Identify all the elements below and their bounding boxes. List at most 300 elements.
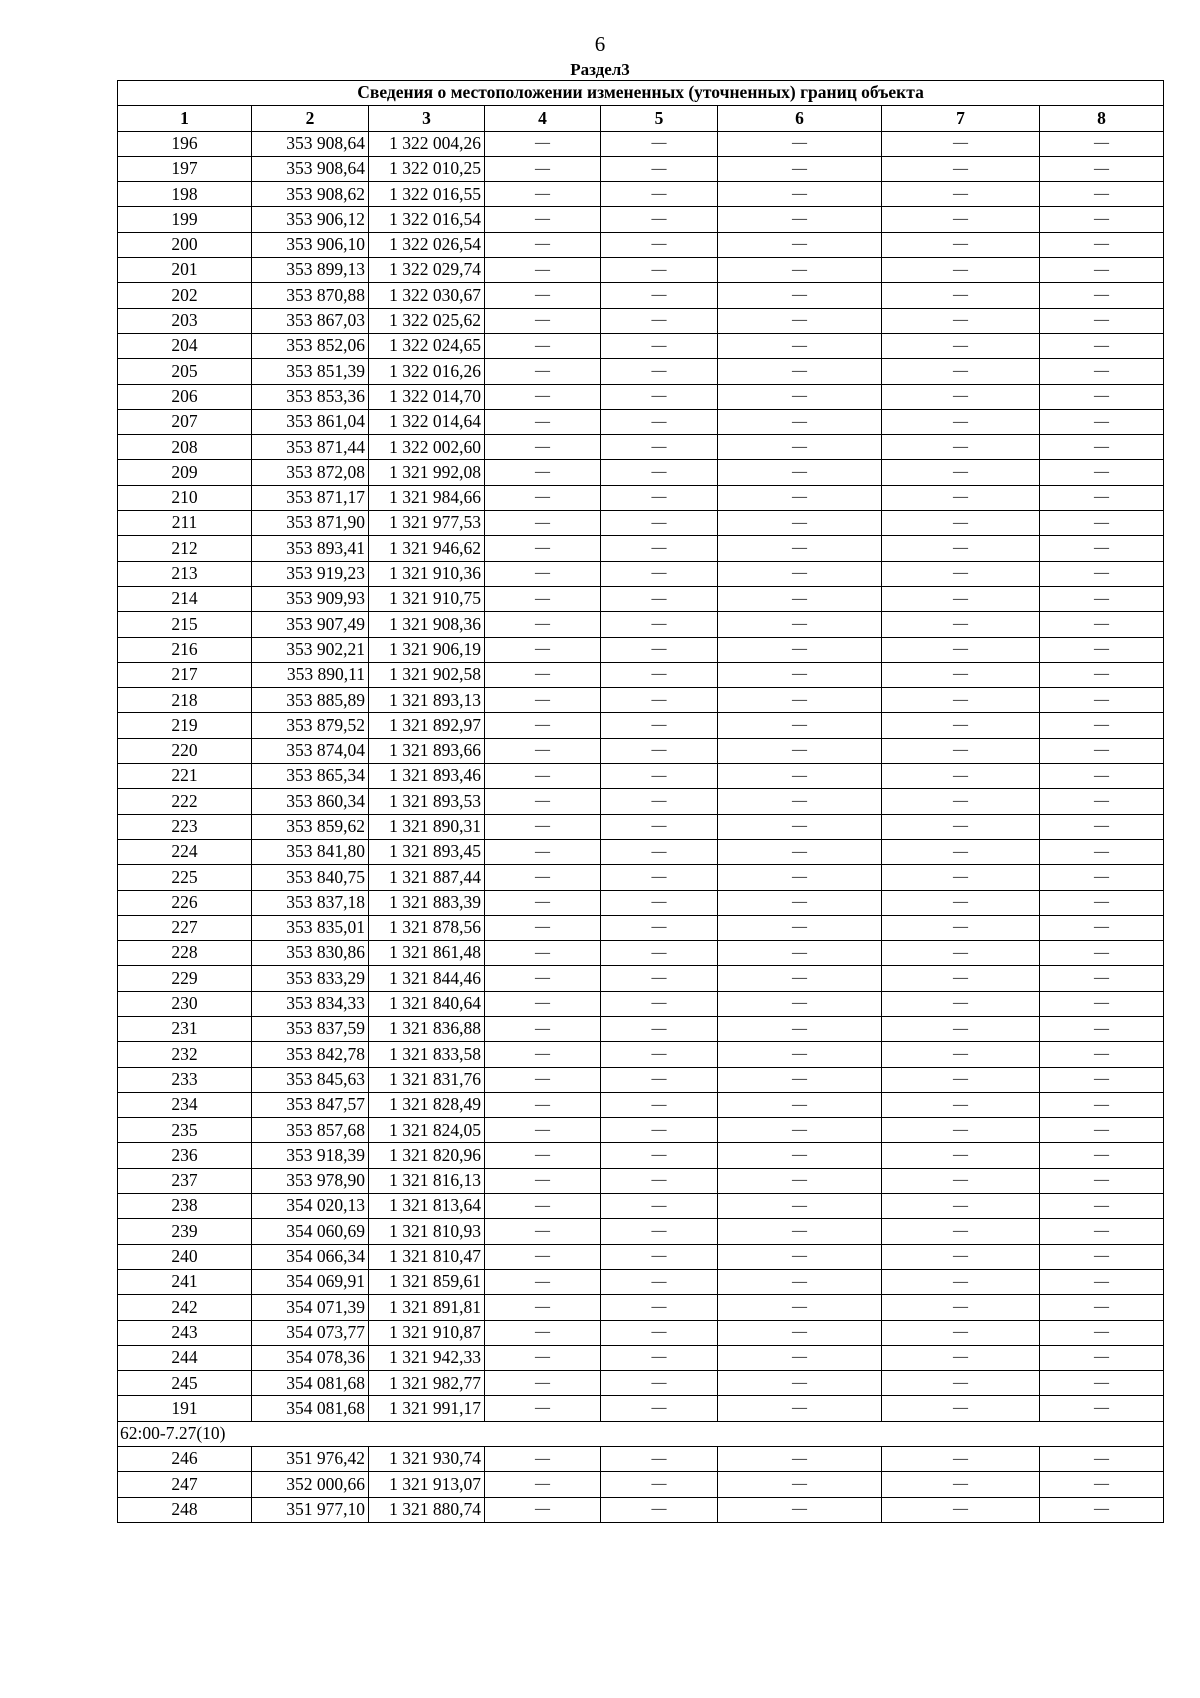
table-row <box>118 485 1164 510</box>
x-coordinate-cell: 353 870,88 <box>252 283 369 308</box>
empty-dash-cell: — <box>485 688 601 713</box>
empty-dash-cell: — <box>882 1371 1040 1396</box>
empty-dash-cell: — <box>718 966 882 991</box>
empty-dash-cell: — <box>601 966 718 991</box>
point-number-cell: 236 <box>118 1143 252 1168</box>
empty-dash-cell: — <box>718 384 882 409</box>
empty-dash-cell: — <box>601 865 718 890</box>
empty-dash-cell: — <box>601 1118 718 1143</box>
empty-dash-cell: — <box>601 435 718 460</box>
empty-dash-cell: — <box>718 1016 882 1041</box>
empty-dash-cell: — <box>882 688 1040 713</box>
point-number-cell: 196 <box>118 131 252 156</box>
empty-dash-cell: — <box>882 966 1040 991</box>
empty-dash-cell: — <box>1040 1118 1164 1143</box>
empty-dash-cell: — <box>882 1118 1040 1143</box>
empty-dash-cell: — <box>718 258 882 283</box>
empty-dash-cell: — <box>1040 814 1164 839</box>
point-number-cell: 226 <box>118 890 252 915</box>
empty-dash-cell: — <box>882 131 1040 156</box>
empty-dash-cell: — <box>718 1092 882 1117</box>
empty-dash-cell: — <box>485 131 601 156</box>
point-number-cell: 240 <box>118 1244 252 1269</box>
table-row <box>118 232 1164 257</box>
empty-dash-cell: — <box>718 915 882 940</box>
x-coordinate-cell: 353 837,59 <box>252 1016 369 1041</box>
empty-dash-cell: — <box>882 1396 1040 1421</box>
empty-dash-cell: — <box>1040 1472 1164 1497</box>
y-coordinate-cell: 1 321 861,48 <box>369 941 485 966</box>
empty-dash-cell: — <box>1040 1067 1164 1092</box>
empty-dash-cell: — <box>1040 156 1164 181</box>
empty-dash-cell: — <box>718 1371 882 1396</box>
empty-dash-cell: — <box>601 333 718 358</box>
empty-dash-cell: — <box>718 1269 882 1294</box>
empty-dash-cell: — <box>1040 915 1164 940</box>
table-row <box>118 1042 1164 1067</box>
empty-dash-cell: — <box>1040 738 1164 763</box>
empty-dash-cell: — <box>601 991 718 1016</box>
empty-dash-cell: — <box>1040 258 1164 283</box>
empty-dash-cell: — <box>718 333 882 358</box>
empty-dash-cell: — <box>485 764 601 789</box>
y-coordinate-cell: 1 321 946,62 <box>369 536 485 561</box>
y-coordinate-cell: 1 321 910,87 <box>369 1320 485 1345</box>
empty-dash-cell: — <box>882 561 1040 586</box>
point-number-cell: 239 <box>118 1219 252 1244</box>
x-coordinate-cell: 353 833,29 <box>252 966 369 991</box>
empty-dash-cell: — <box>485 1118 601 1143</box>
empty-dash-cell: — <box>1040 941 1164 966</box>
empty-dash-cell: — <box>601 384 718 409</box>
empty-dash-cell: — <box>601 283 718 308</box>
empty-dash-cell: — <box>601 1016 718 1041</box>
empty-dash-cell: — <box>882 1244 1040 1269</box>
empty-dash-cell: — <box>601 1042 718 1067</box>
empty-dash-cell: — <box>718 764 882 789</box>
empty-dash-cell: — <box>718 511 882 536</box>
y-coordinate-cell: 1 321 977,53 <box>369 511 485 536</box>
table-row <box>118 182 1164 207</box>
column-header: 6 <box>718 106 882 131</box>
y-coordinate-cell: 1 321 991,17 <box>369 1396 485 1421</box>
table-row <box>118 561 1164 586</box>
point-number-cell: 199 <box>118 207 252 232</box>
table-row <box>118 764 1164 789</box>
empty-dash-cell: — <box>882 182 1040 207</box>
empty-dash-cell: — <box>485 384 601 409</box>
empty-dash-cell: — <box>882 156 1040 181</box>
empty-dash-cell: — <box>1040 1016 1164 1041</box>
point-number-cell: 220 <box>118 738 252 763</box>
empty-dash-cell: — <box>882 1168 1040 1193</box>
x-coordinate-cell: 353 851,39 <box>252 359 369 384</box>
y-coordinate-cell: 1 321 913,07 <box>369 1472 485 1497</box>
empty-dash-cell: — <box>1040 384 1164 409</box>
empty-dash-cell: — <box>718 1168 882 1193</box>
y-coordinate-cell: 1 321 930,74 <box>369 1447 485 1472</box>
x-coordinate-cell: 353 872,08 <box>252 460 369 485</box>
point-number-cell: 216 <box>118 637 252 662</box>
x-coordinate-cell: 354 081,68 <box>252 1371 369 1396</box>
empty-dash-cell: — <box>718 688 882 713</box>
point-number-cell: 227 <box>118 915 252 940</box>
column-header: 8 <box>1040 106 1164 131</box>
point-number-cell: 243 <box>118 1320 252 1345</box>
point-number-cell: 209 <box>118 460 252 485</box>
empty-dash-cell: — <box>485 966 601 991</box>
table-row <box>118 359 1164 384</box>
x-coordinate-cell: 353 879,52 <box>252 713 369 738</box>
empty-dash-cell: — <box>718 738 882 763</box>
empty-dash-cell: — <box>485 511 601 536</box>
point-number-cell: 229 <box>118 966 252 991</box>
empty-dash-cell: — <box>718 1244 882 1269</box>
y-coordinate-cell: 1 321 892,97 <box>369 713 485 738</box>
y-coordinate-cell: 1 322 010,25 <box>369 156 485 181</box>
empty-dash-cell: — <box>1040 612 1164 637</box>
empty-dash-cell: — <box>1040 1371 1164 1396</box>
empty-dash-cell: — <box>601 890 718 915</box>
empty-dash-cell: — <box>1040 789 1164 814</box>
y-coordinate-cell: 1 321 891,81 <box>369 1295 485 1320</box>
empty-dash-cell: — <box>882 941 1040 966</box>
empty-dash-cell: — <box>485 1497 601 1522</box>
x-coordinate-cell: 353 909,93 <box>252 586 369 611</box>
table-row <box>118 283 1164 308</box>
empty-dash-cell: — <box>485 258 601 283</box>
x-coordinate-cell: 353 871,44 <box>252 435 369 460</box>
y-coordinate-cell: 1 322 004,26 <box>369 131 485 156</box>
empty-dash-cell: — <box>485 915 601 940</box>
table-row <box>118 637 1164 662</box>
table-row <box>118 207 1164 232</box>
y-coordinate-cell: 1 321 824,05 <box>369 1118 485 1143</box>
section-label: Раздел3 <box>570 60 630 79</box>
empty-dash-cell: — <box>601 258 718 283</box>
empty-dash-cell: — <box>601 485 718 510</box>
y-coordinate-cell: 1 321 984,66 <box>369 485 485 510</box>
empty-dash-cell: — <box>718 485 882 510</box>
empty-dash-cell: — <box>1040 688 1164 713</box>
x-coordinate-cell: 353 885,89 <box>252 688 369 713</box>
empty-dash-cell: — <box>485 637 601 662</box>
group-table-body <box>118 1447 1164 1523</box>
empty-dash-cell: — <box>1040 991 1164 1016</box>
y-coordinate-cell: 1 322 026,54 <box>369 232 485 257</box>
x-coordinate-cell: 353 978,90 <box>252 1168 369 1193</box>
empty-dash-cell: — <box>718 561 882 586</box>
empty-dash-cell: — <box>601 460 718 485</box>
point-number-cell: 221 <box>118 764 252 789</box>
point-number-cell: 244 <box>118 1345 252 1370</box>
y-coordinate-cell: 1 321 844,46 <box>369 966 485 991</box>
empty-dash-cell: — <box>1040 333 1164 358</box>
empty-dash-cell: — <box>718 1194 882 1219</box>
empty-dash-cell: — <box>1040 1168 1164 1193</box>
empty-dash-cell: — <box>601 1320 718 1345</box>
empty-dash-cell: — <box>882 359 1040 384</box>
empty-dash-cell: — <box>718 865 882 890</box>
column-header: 2 <box>252 106 369 131</box>
y-coordinate-cell: 1 321 942,33 <box>369 1345 485 1370</box>
empty-dash-cell: — <box>718 1497 882 1522</box>
empty-dash-cell: — <box>485 1042 601 1067</box>
x-coordinate-cell: 353 852,06 <box>252 333 369 358</box>
empty-dash-cell: — <box>882 637 1040 662</box>
empty-dash-cell: — <box>601 131 718 156</box>
empty-dash-cell: — <box>485 941 601 966</box>
table-row <box>118 1497 1164 1522</box>
y-coordinate-cell: 1 321 816,13 <box>369 1168 485 1193</box>
empty-dash-cell: — <box>1040 435 1164 460</box>
point-number-cell: 235 <box>118 1118 252 1143</box>
x-coordinate-cell: 353 840,75 <box>252 865 369 890</box>
table-row <box>118 688 1164 713</box>
empty-dash-cell: — <box>718 1447 882 1472</box>
empty-dash-cell: — <box>601 637 718 662</box>
empty-dash-cell: — <box>882 333 1040 358</box>
y-coordinate-cell: 1 322 016,55 <box>369 182 485 207</box>
empty-dash-cell: — <box>718 586 882 611</box>
x-coordinate-cell: 351 976,42 <box>252 1447 369 1472</box>
table-row <box>118 1244 1164 1269</box>
table-row <box>118 586 1164 611</box>
empty-dash-cell: — <box>718 1118 882 1143</box>
x-coordinate-cell: 353 847,57 <box>252 1092 369 1117</box>
y-coordinate-cell: 1 321 902,58 <box>369 662 485 687</box>
point-number-cell: 228 <box>118 941 252 966</box>
empty-dash-cell: — <box>718 182 882 207</box>
empty-dash-cell: — <box>601 713 718 738</box>
point-number-cell: 234 <box>118 1092 252 1117</box>
empty-dash-cell: — <box>1040 232 1164 257</box>
y-coordinate-cell: 1 321 878,56 <box>369 915 485 940</box>
empty-dash-cell: — <box>485 865 601 890</box>
table-row <box>118 1067 1164 1092</box>
empty-dash-cell: — <box>718 1219 882 1244</box>
x-coordinate-cell: 353 834,33 <box>252 991 369 1016</box>
x-coordinate-cell: 353 893,41 <box>252 536 369 561</box>
point-number-cell: 231 <box>118 1016 252 1041</box>
x-coordinate-cell: 353 837,18 <box>252 890 369 915</box>
empty-dash-cell: — <box>485 1194 601 1219</box>
x-coordinate-cell: 354 081,68 <box>252 1396 369 1421</box>
y-coordinate-cell: 1 321 890,31 <box>369 814 485 839</box>
empty-dash-cell: — <box>882 1194 1040 1219</box>
y-coordinate-cell: 1 321 820,96 <box>369 1143 485 1168</box>
point-number-cell: 197 <box>118 156 252 181</box>
x-coordinate-cell: 354 060,69 <box>252 1219 369 1244</box>
empty-dash-cell: — <box>718 359 882 384</box>
empty-dash-cell: — <box>485 1269 601 1294</box>
empty-dash-cell: — <box>601 586 718 611</box>
empty-dash-cell: — <box>882 207 1040 232</box>
empty-dash-cell: — <box>1040 713 1164 738</box>
empty-dash-cell: — <box>718 409 882 434</box>
empty-dash-cell: — <box>882 662 1040 687</box>
x-coordinate-cell: 353 919,23 <box>252 561 369 586</box>
x-coordinate-cell: 353 908,62 <box>252 182 369 207</box>
empty-dash-cell: — <box>485 1345 601 1370</box>
empty-dash-cell: — <box>1040 131 1164 156</box>
empty-dash-cell: — <box>718 1295 882 1320</box>
empty-dash-cell: — <box>1040 283 1164 308</box>
empty-dash-cell: — <box>485 991 601 1016</box>
empty-dash-cell: — <box>1040 839 1164 864</box>
empty-dash-cell: — <box>485 207 601 232</box>
empty-dash-cell: — <box>718 232 882 257</box>
empty-dash-cell: — <box>1040 207 1164 232</box>
empty-dash-cell: — <box>882 460 1040 485</box>
empty-dash-cell: — <box>882 1016 1040 1041</box>
x-coordinate-cell: 354 078,36 <box>252 1345 369 1370</box>
empty-dash-cell: — <box>485 435 601 460</box>
point-number-cell: 223 <box>118 814 252 839</box>
empty-dash-cell: — <box>485 1092 601 1117</box>
y-coordinate-cell: 1 321 833,58 <box>369 1042 485 1067</box>
point-number-cell: 237 <box>118 1168 252 1193</box>
empty-dash-cell: — <box>1040 1320 1164 1345</box>
y-coordinate-cell: 1 321 906,19 <box>369 637 485 662</box>
empty-dash-cell: — <box>882 839 1040 864</box>
empty-dash-cell: — <box>882 764 1040 789</box>
y-coordinate-cell: 1 321 883,39 <box>369 890 485 915</box>
point-number-cell: 203 <box>118 308 252 333</box>
x-coordinate-cell: 353 860,34 <box>252 789 369 814</box>
x-coordinate-cell: 353 841,80 <box>252 839 369 864</box>
table-row <box>118 536 1164 561</box>
empty-dash-cell: — <box>601 207 718 232</box>
empty-dash-cell: — <box>485 308 601 333</box>
empty-dash-cell: — <box>485 182 601 207</box>
empty-dash-cell: — <box>485 612 601 637</box>
table-row <box>118 1219 1164 1244</box>
y-coordinate-cell: 1 321 893,53 <box>369 789 485 814</box>
empty-dash-cell: — <box>1040 460 1164 485</box>
empty-dash-cell: — <box>882 713 1040 738</box>
empty-dash-cell: — <box>882 308 1040 333</box>
empty-dash-cell: — <box>718 941 882 966</box>
table-body <box>118 131 1164 1421</box>
y-coordinate-cell: 1 321 910,36 <box>369 561 485 586</box>
x-coordinate-cell: 353 906,12 <box>252 207 369 232</box>
empty-dash-cell: — <box>601 511 718 536</box>
empty-dash-cell: — <box>718 637 882 662</box>
table-row <box>118 460 1164 485</box>
table-row <box>118 738 1164 763</box>
empty-dash-cell: — <box>1040 1219 1164 1244</box>
x-coordinate-cell: 353 830,86 <box>252 941 369 966</box>
table-row <box>118 1016 1164 1041</box>
empty-dash-cell: — <box>601 156 718 181</box>
empty-dash-cell: — <box>882 865 1040 890</box>
table-row <box>118 1396 1164 1421</box>
empty-dash-cell: — <box>882 991 1040 1016</box>
point-number-cell: 238 <box>118 1194 252 1219</box>
table-row <box>118 308 1164 333</box>
empty-dash-cell: — <box>485 1067 601 1092</box>
table-row <box>118 1295 1164 1320</box>
y-coordinate-cell: 1 321 893,13 <box>369 688 485 713</box>
column-header: 7 <box>882 106 1040 131</box>
empty-dash-cell: — <box>1040 865 1164 890</box>
empty-dash-cell: — <box>718 713 882 738</box>
point-number-cell: 208 <box>118 435 252 460</box>
empty-dash-cell: — <box>882 258 1040 283</box>
empty-dash-cell: — <box>882 384 1040 409</box>
point-number-cell: 210 <box>118 485 252 510</box>
table-row <box>118 1269 1164 1294</box>
column-header: 5 <box>601 106 718 131</box>
table-row <box>118 713 1164 738</box>
empty-dash-cell: — <box>601 1244 718 1269</box>
empty-dash-cell: — <box>601 839 718 864</box>
point-number-cell: 217 <box>118 662 252 687</box>
x-coordinate-cell: 354 020,13 <box>252 1194 369 1219</box>
x-coordinate-cell: 352 000,66 <box>252 1472 369 1497</box>
empty-dash-cell: — <box>1040 1194 1164 1219</box>
x-coordinate-cell: 353 908,64 <box>252 131 369 156</box>
empty-dash-cell: — <box>882 612 1040 637</box>
empty-dash-cell: — <box>485 536 601 561</box>
table-row <box>118 1447 1164 1472</box>
point-number-cell: 247 <box>118 1472 252 1497</box>
empty-dash-cell: — <box>882 1295 1040 1320</box>
empty-dash-cell: — <box>1040 764 1164 789</box>
y-coordinate-cell: 1 322 024,65 <box>369 333 485 358</box>
empty-dash-cell: — <box>718 1472 882 1497</box>
empty-dash-cell: — <box>882 1143 1040 1168</box>
point-number-cell: 242 <box>118 1295 252 1320</box>
table-row <box>118 1472 1164 1497</box>
empty-dash-cell: — <box>718 1042 882 1067</box>
empty-dash-cell: — <box>718 1396 882 1421</box>
empty-dash-cell: — <box>485 662 601 687</box>
empty-dash-cell: — <box>485 1244 601 1269</box>
empty-dash-cell: — <box>882 1345 1040 1370</box>
empty-dash-cell: — <box>485 409 601 434</box>
x-coordinate-cell: 353 857,68 <box>252 1118 369 1143</box>
y-coordinate-cell: 1 321 840,64 <box>369 991 485 1016</box>
empty-dash-cell: — <box>485 359 601 384</box>
point-number-cell: 222 <box>118 789 252 814</box>
empty-dash-cell: — <box>882 1042 1040 1067</box>
table-row <box>118 1118 1164 1143</box>
empty-dash-cell: — <box>882 1067 1040 1092</box>
x-coordinate-cell: 354 066,34 <box>252 1244 369 1269</box>
empty-dash-cell: — <box>485 561 601 586</box>
empty-dash-cell: — <box>601 182 718 207</box>
empty-dash-cell: — <box>601 1269 718 1294</box>
empty-dash-cell: — <box>1040 485 1164 510</box>
empty-dash-cell: — <box>718 1067 882 1092</box>
y-coordinate-cell: 1 321 810,47 <box>369 1244 485 1269</box>
empty-dash-cell: — <box>718 131 882 156</box>
table-row <box>118 890 1164 915</box>
x-coordinate-cell: 353 842,78 <box>252 1042 369 1067</box>
y-coordinate-cell: 1 321 910,75 <box>369 586 485 611</box>
empty-dash-cell: — <box>882 536 1040 561</box>
empty-dash-cell: — <box>718 814 882 839</box>
x-coordinate-cell: 354 071,39 <box>252 1295 369 1320</box>
point-number-cell: 245 <box>118 1371 252 1396</box>
empty-dash-cell: — <box>882 789 1040 814</box>
empty-dash-cell: — <box>882 814 1040 839</box>
y-coordinate-cell: 1 321 893,46 <box>369 764 485 789</box>
x-coordinate-cell: 351 977,10 <box>252 1497 369 1522</box>
table-row <box>118 409 1164 434</box>
